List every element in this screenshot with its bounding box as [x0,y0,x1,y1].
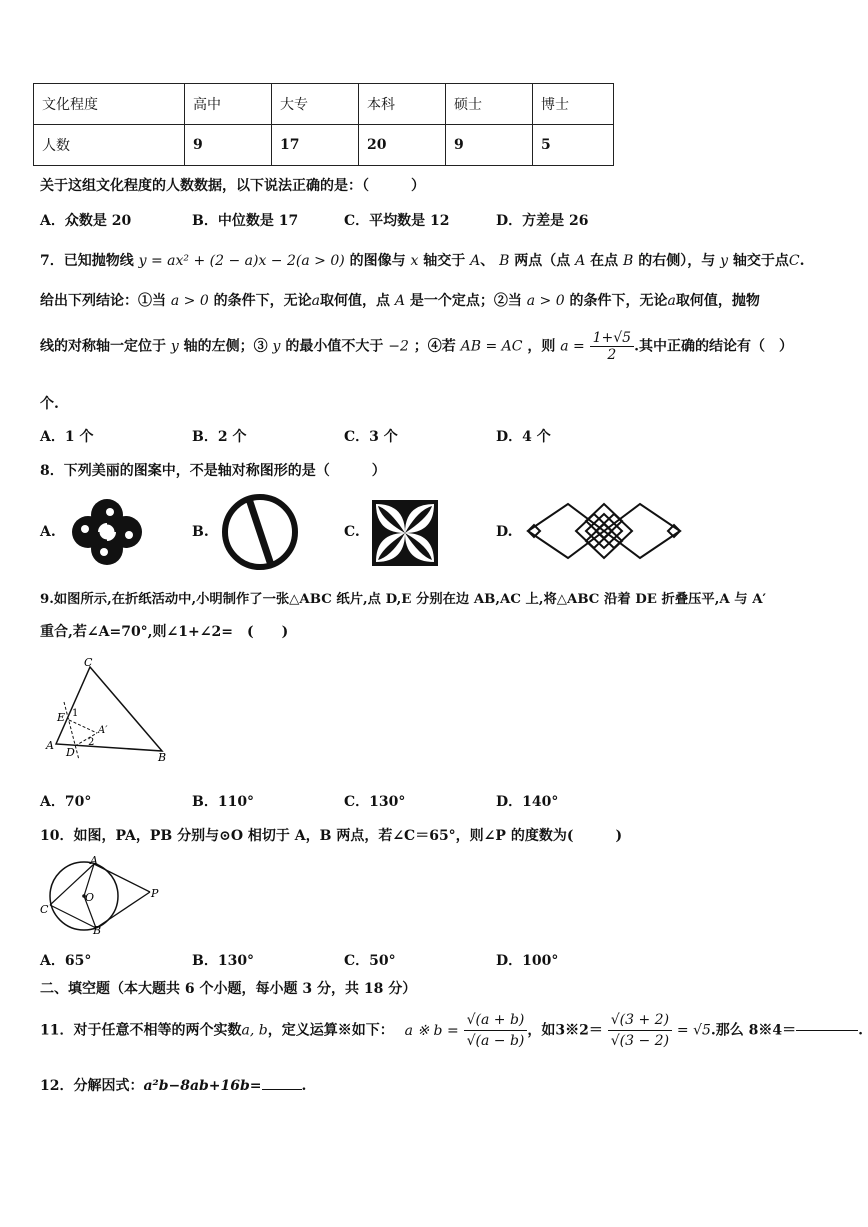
q6-option-d: D．方差是 26 [496,213,589,229]
q7-var: a [667,293,676,309]
q9-label-c: C [84,656,93,669]
q10-stem: 10．如图，PA，PB 分别与⊙O 相切于 A，B 两点，若∠C＝65°，则∠P 的度数为( ) [40,828,623,844]
q12-text: . [301,1078,307,1094]
q7-text: 在点 [590,253,619,269]
q7-text: 的右侧），与 [638,253,716,269]
pattern-d-knot-icon [524,500,684,562]
table-cell: 5 [533,125,614,166]
table-row [34,125,614,166]
q7-text: 轴的左侧；③ [183,338,268,355]
q7-math: a = [560,338,585,355]
section-2-heading: 二、填空题（本大题共 6 个小题，每小题 3 分，共 18 分） [40,981,417,997]
q7-option-c: C．3 个 [344,429,398,445]
table-cell: 高中 [185,84,272,125]
table-cell: 9 [185,125,272,166]
q6-stem: 关于这组文化程度的人数数据，以下说法正确的是：（ ） [40,178,425,194]
table-cell: 大专 [272,84,359,125]
q7-frac-num: 1+√5 [590,330,634,347]
q8-label-d: D. [496,524,513,540]
q7-line3 [40,330,793,363]
q11-text: ，如3※2＝ [527,1022,603,1039]
q11-frac-den: √(3 − 2) [610,1033,670,1049]
q9-option-d: D．140° [496,794,559,810]
q6-option-c: C．平均数是 12 [344,213,450,229]
q7-var: A [470,253,481,269]
q7-text: . [799,253,805,269]
q7-line4: 个. [40,396,59,412]
q9-line2: 重合,若∠A=70°,则∠1+∠2= ( ) [40,624,289,640]
q8-label-b: B. [192,524,209,540]
q10-option-b: B．130° [192,953,255,969]
q11-frac-num: √(3 + 2) [608,1010,672,1031]
q8-label-a: A. [40,524,56,540]
q7-math: a > 0 [526,293,565,309]
q11-fraction-1 [464,1010,528,1051]
pattern-a-swirl-icon [68,496,146,568]
q12-line [40,1075,306,1095]
q11-line [40,1010,863,1051]
q9-option-b: B．110° [192,794,255,810]
q7-option-b: B．2 个 [192,429,247,445]
q11-text: . [858,1022,864,1039]
q6-option-b: B．中位数是 17 [192,213,299,229]
q7-option-d: D．4 个 [496,429,551,445]
q7-math: −2 [388,338,409,355]
q9-option-c: C．130° [344,794,406,810]
q9-label-e: E [57,711,66,724]
q8-label-c: C. [344,524,360,540]
q7-var: A [575,253,586,269]
q11-fraction-2 [608,1010,672,1051]
q6-option-a: A．众数是 20 [40,213,132,229]
q9-label-2: 2 [88,737,95,748]
q9-label-b: B [158,751,167,764]
q7-text: 给出下列结论：①当 [40,293,166,309]
q12-text: 12．分解因式： [40,1078,144,1094]
q7-text: ；④若 [413,338,456,355]
q10-option-d: D．100° [496,953,559,969]
q10-option-a: A．65° [40,953,92,969]
table-cell: 20 [359,125,446,166]
q7-text: 线的对称轴一定位于 [40,338,166,355]
q7-var: C [788,253,800,269]
q7-math: AB = AC [460,338,523,355]
q9-label-aprime: A′ [98,725,108,736]
q11-answer-blank[interactable] [796,1030,858,1031]
q7-text: 7．已知抛物线 [40,253,134,269]
q9-label-d: D [66,746,75,759]
q7-text: 取何值，点 [320,293,390,309]
q7-option-a: A．1 个 [40,429,94,445]
pattern-b-no-sign-icon [218,492,302,572]
q7-text: ，则 [527,338,556,355]
q9-label-a: A [46,739,54,752]
table-cell: 硕士 [446,84,533,125]
q10-option-c: C．50° [344,953,396,969]
q9-triangle-figure [44,655,174,767]
q12-expression: a²b−8ab+16b= [143,1078,262,1094]
q11-math: = √5 [676,1022,711,1039]
q7-line2 [40,290,760,310]
q7-frac-den: 2 [607,347,617,363]
table-cell: 本科 [359,84,446,125]
q10-label-a: A [90,855,98,867]
table-cell: 人数 [34,125,185,166]
q7-line1 [40,250,804,270]
q7-fraction [590,330,634,363]
q7-text: 是一个定点；②当 [409,293,522,309]
education-table [33,83,614,166]
q7-text: 的条件下，无论 [213,293,312,309]
q10-circle-tangent-figure [38,855,163,935]
table-header-row [34,84,614,125]
q7-text: 、 [480,253,495,269]
q9-line1: 9.如图所示,在折纸活动中,小明制作了一张△ABC 纸片,点 D,E 分别在边 AB,AC 上,将△ABC 沿着 DE 折叠压平,A 与 A′ [40,592,767,607]
q7-var: y [170,338,179,355]
q7-text: 两点（点 [514,253,571,269]
q7-text: 的图像与 [349,253,406,269]
q11-text: .那么 8※4＝ [710,1022,797,1039]
q11-var: a, b [241,1022,268,1039]
q7-text: 取何值，抛物 [675,293,760,309]
pattern-c-petal-square-icon [370,498,440,568]
q9-option-a: A．70° [40,794,92,810]
q11-op: a ※ b = [404,1022,459,1039]
q7-text: 轴交于点 [732,253,789,269]
q7-var: x [410,253,419,269]
q7-text: .其中正确的结论有（ ） [634,338,793,355]
q10-label-p: P [151,887,159,900]
q12-answer-blank[interactable] [262,1075,302,1090]
q7-var: B [499,253,510,269]
q7-var: a [311,293,320,309]
q7-var: y [272,338,281,355]
q8-stem: 8．下列美丽的图案中，不是轴对称图形的是（ ） [40,463,386,479]
table-cell: 文化程度 [34,84,185,125]
q11-text: ，定义运算※如下： [267,1022,394,1039]
q7-var: B [623,253,634,269]
q7-math: a > 0 [170,293,209,309]
q11-text: 11．对于任意不相等的两个实数 [40,1022,242,1039]
q9-label-1: 1 [72,708,79,719]
q10-label-o: O [85,891,95,904]
table-cell: 博士 [533,84,614,125]
q7-text: 轴交于 [423,253,466,269]
q7-text: 的条件下，无论 [569,293,668,309]
table-cell: 9 [446,125,533,166]
q7-text: 的最小值不大于 [285,338,384,355]
q11-frac-num: √(a + b) [464,1010,528,1031]
q10-label-b: B [93,924,102,935]
q7-parabola: y = ax² + (2 − a)x − 2(a > 0) [138,253,345,269]
q11-frac-den: √(a − b) [466,1033,525,1049]
table-cell: 17 [272,125,359,166]
q7-var: A [394,293,405,309]
q7-var: y [720,253,728,269]
q10-label-c: C [40,903,49,916]
